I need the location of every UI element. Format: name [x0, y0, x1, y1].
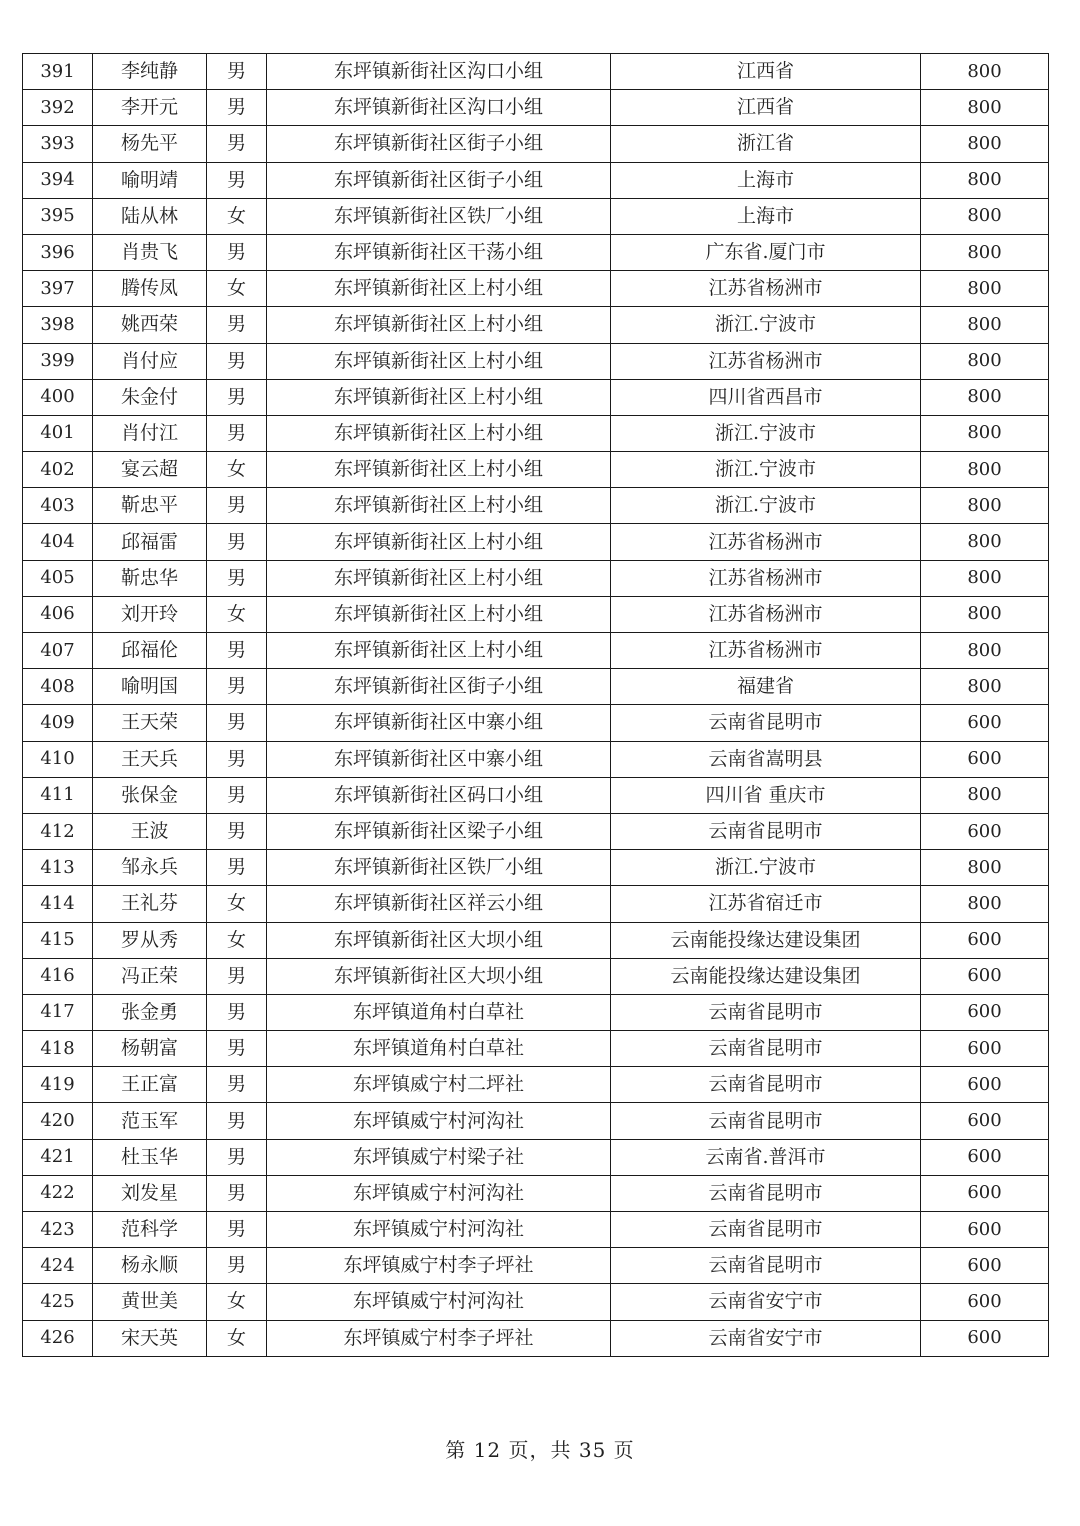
work-location-cell: 上海市 — [611, 198, 921, 234]
work-location-cell: 云南省昆明市 — [611, 705, 921, 741]
index-cell: 403 — [23, 488, 93, 524]
table-row — [23, 162, 1049, 198]
work-location-cell: 浙江.宁波市 — [611, 307, 921, 343]
amount-cell: 800 — [921, 126, 1049, 162]
gender-cell: 男 — [207, 669, 267, 705]
gender-cell: 女 — [207, 1284, 267, 1320]
name-cell: 王天兵 — [93, 741, 207, 777]
amount-cell: 800 — [921, 669, 1049, 705]
index-cell: 392 — [23, 90, 93, 126]
index-cell: 396 — [23, 234, 93, 270]
name-cell: 邱福雷 — [93, 524, 207, 560]
work-location-cell: 福建省 — [611, 669, 921, 705]
amount-cell: 600 — [921, 958, 1049, 994]
name-cell: 罗从秀 — [93, 922, 207, 958]
index-cell: 421 — [23, 1139, 93, 1175]
name-cell: 杜玉华 — [93, 1139, 207, 1175]
amount-cell: 800 — [921, 162, 1049, 198]
gender-cell: 男 — [207, 777, 267, 813]
name-cell: 范玉军 — [93, 1103, 207, 1139]
name-cell: 王正富 — [93, 1067, 207, 1103]
amount-cell: 600 — [921, 1139, 1049, 1175]
gender-cell: 男 — [207, 994, 267, 1030]
gender-cell: 男 — [207, 958, 267, 994]
amount-cell: 600 — [921, 1175, 1049, 1211]
amount-cell: 800 — [921, 234, 1049, 270]
address-cell: 东坪镇新街社区中寨小组 — [267, 741, 611, 777]
index-cell: 424 — [23, 1248, 93, 1284]
work-location-cell: 江苏省杨洲市 — [611, 524, 921, 560]
table-row — [23, 777, 1049, 813]
index-cell: 410 — [23, 741, 93, 777]
amount-cell: 800 — [921, 271, 1049, 307]
index-cell: 425 — [23, 1284, 93, 1320]
work-location-cell: 江西省 — [611, 54, 921, 90]
amount-cell: 800 — [921, 54, 1049, 90]
index-cell: 407 — [23, 633, 93, 669]
table-row — [23, 560, 1049, 596]
table-row — [23, 1248, 1049, 1284]
name-cell: 喻明国 — [93, 669, 207, 705]
table-row — [23, 633, 1049, 669]
name-cell: 杨朝富 — [93, 1031, 207, 1067]
table-row — [23, 596, 1049, 632]
index-cell: 413 — [23, 850, 93, 886]
address-cell: 东坪镇新街社区上村小组 — [267, 452, 611, 488]
work-location-cell: 云南省昆明市 — [611, 813, 921, 849]
table-row — [23, 1067, 1049, 1103]
work-location-cell: 云南能投缘达建设集团 — [611, 922, 921, 958]
address-cell: 东坪镇新街社区祥云小组 — [267, 886, 611, 922]
gender-cell: 女 — [207, 271, 267, 307]
index-cell: 402 — [23, 452, 93, 488]
name-cell: 杨先平 — [93, 126, 207, 162]
gender-cell: 男 — [207, 162, 267, 198]
name-cell: 刘开玲 — [93, 596, 207, 632]
address-cell: 东坪镇威宁村李子坪社 — [267, 1248, 611, 1284]
name-cell: 肖付江 — [93, 415, 207, 451]
gender-cell: 男 — [207, 560, 267, 596]
work-location-cell: 云南省.普洱市 — [611, 1139, 921, 1175]
amount-cell: 800 — [921, 307, 1049, 343]
work-location-cell: 云南省安宁市 — [611, 1320, 921, 1356]
index-cell: 399 — [23, 343, 93, 379]
name-cell: 李纯静 — [93, 54, 207, 90]
gender-cell: 男 — [207, 126, 267, 162]
index-cell: 405 — [23, 560, 93, 596]
name-cell: 朱金付 — [93, 379, 207, 415]
name-cell: 靳忠平 — [93, 488, 207, 524]
address-cell: 东坪镇新街社区上村小组 — [267, 343, 611, 379]
table-row — [23, 90, 1049, 126]
table-row — [23, 488, 1049, 524]
index-cell: 397 — [23, 271, 93, 307]
name-cell: 张金勇 — [93, 994, 207, 1030]
amount-cell: 800 — [921, 198, 1049, 234]
index-cell: 411 — [23, 777, 93, 813]
name-cell: 李开元 — [93, 90, 207, 126]
name-cell: 杨永顺 — [93, 1248, 207, 1284]
table-row — [23, 307, 1049, 343]
name-cell: 陆从林 — [93, 198, 207, 234]
work-location-cell: 云南省昆明市 — [611, 1067, 921, 1103]
work-location-cell: 云南省昆明市 — [611, 1248, 921, 1284]
name-cell: 王波 — [93, 813, 207, 849]
address-cell: 东坪镇新街社区上村小组 — [267, 560, 611, 596]
table-row — [23, 271, 1049, 307]
index-cell: 419 — [23, 1067, 93, 1103]
table-row — [23, 54, 1049, 90]
address-cell: 东坪镇新街社区中寨小组 — [267, 705, 611, 741]
index-cell: 404 — [23, 524, 93, 560]
amount-cell: 800 — [921, 850, 1049, 886]
work-location-cell: 云南省昆明市 — [611, 1031, 921, 1067]
amount-cell: 800 — [921, 886, 1049, 922]
address-cell: 东坪镇新街社区码口小组 — [267, 777, 611, 813]
name-cell: 邱福伦 — [93, 633, 207, 669]
address-cell: 东坪镇新街社区街子小组 — [267, 669, 611, 705]
amount-cell: 600 — [921, 1248, 1049, 1284]
address-cell: 东坪镇新街社区沟口小组 — [267, 90, 611, 126]
address-cell: 东坪镇新街社区铁厂小组 — [267, 850, 611, 886]
table-row — [23, 1320, 1049, 1356]
work-location-cell: 云南省昆明市 — [611, 1212, 921, 1248]
address-cell: 东坪镇新街社区大坝小组 — [267, 958, 611, 994]
amount-cell: 600 — [921, 1103, 1049, 1139]
name-cell: 姚西荣 — [93, 307, 207, 343]
name-cell: 范科学 — [93, 1212, 207, 1248]
table-row — [23, 958, 1049, 994]
table-row — [23, 198, 1049, 234]
table-row — [23, 705, 1049, 741]
work-location-cell: 江苏省杨洲市 — [611, 560, 921, 596]
gender-cell: 男 — [207, 633, 267, 669]
amount-cell: 600 — [921, 922, 1049, 958]
address-cell: 东坪镇新街社区上村小组 — [267, 596, 611, 632]
gender-cell: 男 — [207, 741, 267, 777]
table-row — [23, 1031, 1049, 1067]
address-cell: 东坪镇新街社区铁厂小组 — [267, 198, 611, 234]
table-row — [23, 994, 1049, 1030]
work-location-cell: 云南省嵩明县 — [611, 741, 921, 777]
table-row — [23, 813, 1049, 849]
table-row — [23, 524, 1049, 560]
table-row — [23, 1212, 1049, 1248]
amount-cell: 600 — [921, 994, 1049, 1030]
amount-cell: 800 — [921, 633, 1049, 669]
work-location-cell: 江苏省宿迁市 — [611, 886, 921, 922]
table-row — [23, 343, 1049, 379]
gender-cell: 男 — [207, 1139, 267, 1175]
work-location-cell: 浙江.宁波市 — [611, 850, 921, 886]
index-cell: 418 — [23, 1031, 93, 1067]
index-cell: 414 — [23, 886, 93, 922]
address-cell: 东坪镇新街社区上村小组 — [267, 379, 611, 415]
table-row — [23, 886, 1049, 922]
work-location-cell: 四川省西昌市 — [611, 379, 921, 415]
address-cell: 东坪镇新街社区街子小组 — [267, 126, 611, 162]
amount-cell: 800 — [921, 524, 1049, 560]
table-row — [23, 850, 1049, 886]
index-cell: 423 — [23, 1212, 93, 1248]
gender-cell: 男 — [207, 234, 267, 270]
table-row — [23, 234, 1049, 270]
work-location-cell: 江苏省杨洲市 — [611, 271, 921, 307]
gender-cell: 男 — [207, 1248, 267, 1284]
work-location-cell: 江苏省杨洲市 — [611, 633, 921, 669]
address-cell: 东坪镇新街社区上村小组 — [267, 488, 611, 524]
amount-cell: 600 — [921, 1067, 1049, 1103]
table-row — [23, 126, 1049, 162]
address-cell: 东坪镇新街社区上村小组 — [267, 524, 611, 560]
table-body — [23, 54, 1049, 1357]
table-row — [23, 452, 1049, 488]
work-location-cell: 江苏省杨洲市 — [611, 343, 921, 379]
work-location-cell: 云南能投缘达建设集团 — [611, 958, 921, 994]
table-row — [23, 415, 1049, 451]
gender-cell: 男 — [207, 54, 267, 90]
gender-cell: 女 — [207, 452, 267, 488]
table-row — [23, 379, 1049, 415]
address-cell: 东坪镇新街社区梁子小组 — [267, 813, 611, 849]
name-cell: 王礼芬 — [93, 886, 207, 922]
work-location-cell: 浙江.宁波市 — [611, 415, 921, 451]
gender-cell: 男 — [207, 1067, 267, 1103]
gender-cell: 男 — [207, 1175, 267, 1211]
amount-cell: 800 — [921, 452, 1049, 488]
address-cell: 东坪镇威宁村河沟社 — [267, 1212, 611, 1248]
index-cell: 406 — [23, 596, 93, 632]
work-location-cell: 江西省 — [611, 90, 921, 126]
work-location-cell: 浙江省 — [611, 126, 921, 162]
amount-cell: 600 — [921, 1212, 1049, 1248]
amount-cell: 800 — [921, 379, 1049, 415]
index-cell: 393 — [23, 126, 93, 162]
index-cell: 415 — [23, 922, 93, 958]
name-cell: 喻明靖 — [93, 162, 207, 198]
index-cell: 417 — [23, 994, 93, 1030]
work-location-cell: 云南省安宁市 — [611, 1284, 921, 1320]
amount-cell: 600 — [921, 813, 1049, 849]
address-cell: 东坪镇威宁村河沟社 — [267, 1284, 611, 1320]
table-row — [23, 741, 1049, 777]
roster-table — [22, 53, 1049, 1357]
address-cell: 东坪镇新街社区上村小组 — [267, 415, 611, 451]
amount-cell: 800 — [921, 343, 1049, 379]
name-cell: 宴云超 — [93, 452, 207, 488]
gender-cell: 男 — [207, 813, 267, 849]
table-row — [23, 1139, 1049, 1175]
amount-cell: 800 — [921, 415, 1049, 451]
name-cell: 刘发星 — [93, 1175, 207, 1211]
name-cell: 黄世美 — [93, 1284, 207, 1320]
gender-cell: 男 — [207, 850, 267, 886]
gender-cell: 女 — [207, 922, 267, 958]
address-cell: 东坪镇新街社区沟口小组 — [267, 54, 611, 90]
index-cell: 394 — [23, 162, 93, 198]
name-cell: 宋天英 — [93, 1320, 207, 1356]
amount-cell: 800 — [921, 596, 1049, 632]
index-cell: 408 — [23, 669, 93, 705]
work-location-cell: 云南省昆明市 — [611, 1175, 921, 1211]
amount-cell: 800 — [921, 488, 1049, 524]
address-cell: 东坪镇道角村白草社 — [267, 1031, 611, 1067]
address-cell: 东坪镇新街社区大坝小组 — [267, 922, 611, 958]
gender-cell: 男 — [207, 415, 267, 451]
gender-cell: 男 — [207, 1031, 267, 1067]
gender-cell: 男 — [207, 524, 267, 560]
work-location-cell: 云南省昆明市 — [611, 1103, 921, 1139]
index-cell: 416 — [23, 958, 93, 994]
address-cell: 东坪镇威宁村李子坪社 — [267, 1320, 611, 1356]
index-cell: 420 — [23, 1103, 93, 1139]
address-cell: 东坪镇新街社区上村小组 — [267, 633, 611, 669]
name-cell: 冯正荣 — [93, 958, 207, 994]
index-cell: 401 — [23, 415, 93, 451]
work-location-cell: 云南省昆明市 — [611, 994, 921, 1030]
gender-cell: 女 — [207, 198, 267, 234]
address-cell: 东坪镇道角村白草社 — [267, 994, 611, 1030]
index-cell: 412 — [23, 813, 93, 849]
gender-cell: 男 — [207, 1103, 267, 1139]
name-cell: 王天荣 — [93, 705, 207, 741]
amount-cell: 800 — [921, 90, 1049, 126]
amount-cell: 600 — [921, 1284, 1049, 1320]
gender-cell: 女 — [207, 1320, 267, 1356]
gender-cell: 女 — [207, 886, 267, 922]
amount-cell: 800 — [921, 560, 1049, 596]
name-cell: 肖付应 — [93, 343, 207, 379]
amount-cell: 800 — [921, 777, 1049, 813]
index-cell: 422 — [23, 1175, 93, 1211]
name-cell: 邹永兵 — [93, 850, 207, 886]
amount-cell: 600 — [921, 1320, 1049, 1356]
gender-cell: 男 — [207, 90, 267, 126]
work-location-cell: 浙江.宁波市 — [611, 488, 921, 524]
table-row — [23, 1175, 1049, 1211]
address-cell: 东坪镇威宁村梁子社 — [267, 1139, 611, 1175]
amount-cell: 600 — [921, 1031, 1049, 1067]
name-cell: 张保金 — [93, 777, 207, 813]
name-cell: 肖贵飞 — [93, 234, 207, 270]
amount-cell: 600 — [921, 705, 1049, 741]
address-cell: 东坪镇新街社区上村小组 — [267, 271, 611, 307]
address-cell: 东坪镇威宁村河沟社 — [267, 1103, 611, 1139]
work-location-cell: 江苏省杨洲市 — [611, 596, 921, 632]
gender-cell: 男 — [207, 343, 267, 379]
work-location-cell: 浙江.宁波市 — [611, 452, 921, 488]
gender-cell: 女 — [207, 596, 267, 632]
amount-cell: 600 — [921, 741, 1049, 777]
address-cell: 东坪镇威宁村河沟社 — [267, 1175, 611, 1211]
index-cell: 398 — [23, 307, 93, 343]
table-row — [23, 669, 1049, 705]
address-cell: 东坪镇新街社区干荡小组 — [267, 234, 611, 270]
address-cell: 东坪镇新街社区街子小组 — [267, 162, 611, 198]
work-location-cell: 广东省.厦门市 — [611, 234, 921, 270]
gender-cell: 男 — [207, 379, 267, 415]
name-cell: 靳忠华 — [93, 560, 207, 596]
work-location-cell: 四川省 重庆市 — [611, 777, 921, 813]
table-row — [23, 922, 1049, 958]
gender-cell: 男 — [207, 488, 267, 524]
index-cell: 409 — [23, 705, 93, 741]
table-row — [23, 1284, 1049, 1320]
index-cell: 426 — [23, 1320, 93, 1356]
index-cell: 395 — [23, 198, 93, 234]
address-cell: 东坪镇威宁村二坪社 — [267, 1067, 611, 1103]
gender-cell: 男 — [207, 1212, 267, 1248]
gender-cell: 男 — [207, 705, 267, 741]
table-row — [23, 1103, 1049, 1139]
index-cell: 391 — [23, 54, 93, 90]
work-location-cell: 上海市 — [611, 162, 921, 198]
page-number: 第 12 页，共 35 页 — [445, 1438, 635, 1462]
index-cell: 400 — [23, 379, 93, 415]
address-cell: 东坪镇新街社区上村小组 — [267, 307, 611, 343]
gender-cell: 男 — [207, 307, 267, 343]
name-cell: 腾传凤 — [93, 271, 207, 307]
